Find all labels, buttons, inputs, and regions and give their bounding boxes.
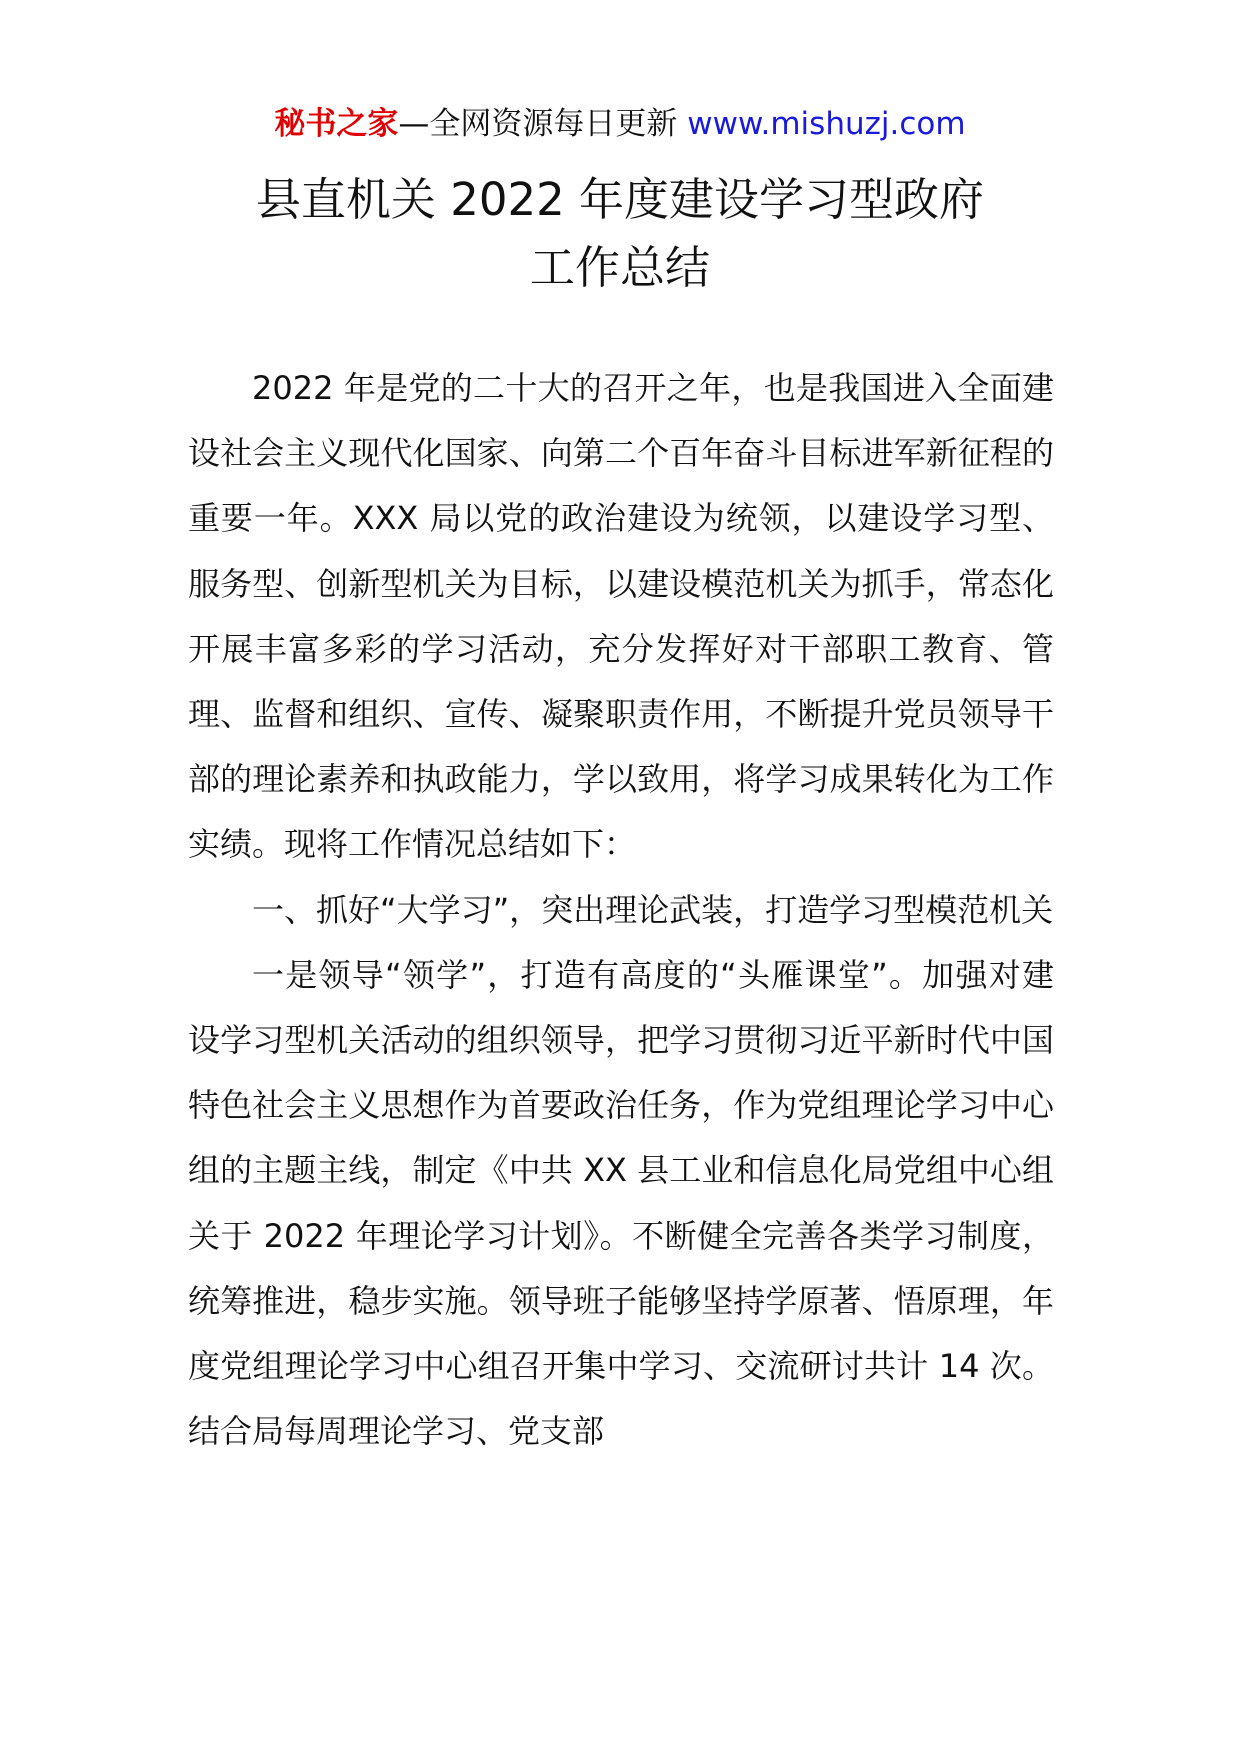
section-paragraph: 一是领导“领学”，打造有高度的“头雁课堂”。加强对建设学习型机关活动的组织领导，把学习贯彻习近平新时代中国特色社会主义思想作为首要政治任务，作为党组理论学习中心组的主题主线，制定《中共 XX 县工业和信息化局党组中心组关于 2022 年理论学习计划》。不断健全完善各类学习制度，统筹推进，稳步实施。领导班子能够坚持学原著、悟原理，年度党组理论学习中心组召开集中学习、交流研讨共计 14 次。结合局每周理论学习、党支部 <box>188 955 1054 1451</box>
intro-paragraph: 2022 年是党的二十大的召开之年，也是我国进入全面建设社会主义现代化国家、向第二个百年奋斗目标进军新征程的重要一年。XXX 局以党的政治建设为统领，以建设学习型、服务型、创新型机关为目标，以建设模范机关为抓手，常态化开展丰富多彩的学习活动，充分发挥好对干部职工教育、管理、监督和组织、宣传、凝聚职责作用，不断提升党员领导干部的理论素养和执政能力，学以致用，将学习成果转化为工作实绩。现将工作情况总结如下： <box>188 369 1054 864</box>
site-header <box>0 102 1240 146</box>
section-heading: 一、抓好“大学习”，突出理论武装，打造学习型模范机关 <box>252 890 1054 929</box>
site-url-link[interactable]: www.mishuzj.com <box>687 106 966 142</box>
document-title-line-1: 县直机关 2022 年度建设学习型政府 <box>255 173 985 226</box>
document-body <box>188 356 1054 1464</box>
site-brand: 秘书之家 <box>274 106 399 142</box>
site-tagline: —全网资源每日更新 <box>398 106 688 142</box>
document-title <box>0 166 1240 302</box>
document-title-line-2: 工作总结 <box>529 241 710 294</box>
